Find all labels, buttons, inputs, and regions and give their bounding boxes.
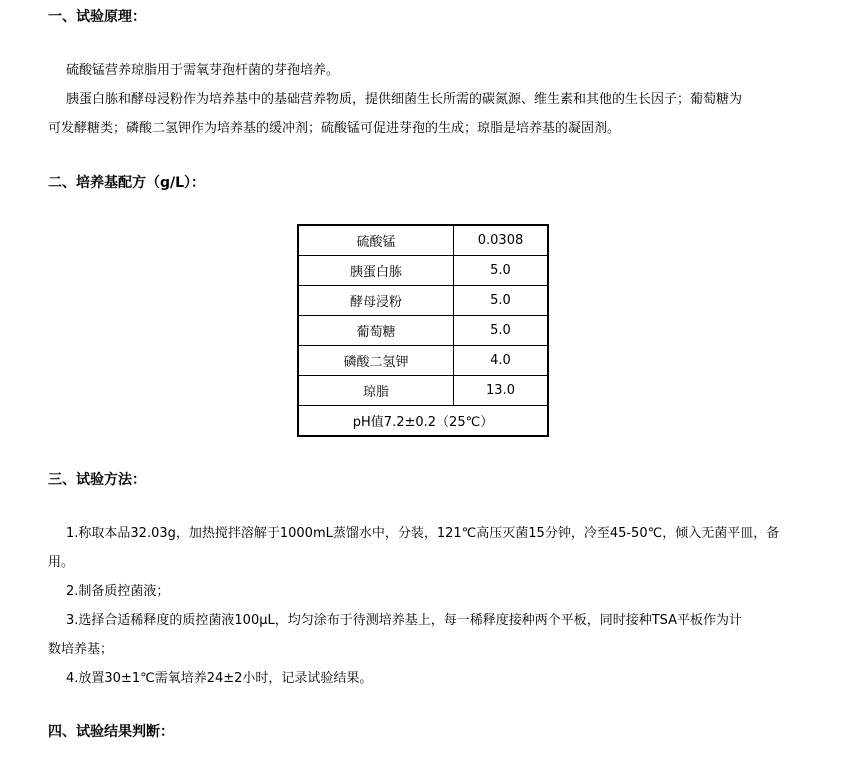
method-paragraph — [48, 519, 808, 693]
text-line: 可发酵糖类；磷酸二氢钾作为培养基的缓冲剂；硫酸锰可促进芽孢的生成；琼脂是培养基的凝固剂。 — [48, 121, 621, 136]
table-row — [298, 346, 548, 376]
ingredient-name: 硫酸锰 — [298, 225, 454, 256]
ingredient-name: 葡萄糖 — [298, 316, 454, 346]
table-row — [298, 316, 548, 346]
ingredient-amount: 0.0308 — [454, 225, 549, 256]
ingredient-amount: 5.0 — [454, 256, 549, 286]
step-line: 1.称取本品32.03g，加热搅拌溶解于1000mL蒸馏水中，分装，121℃高压灭菌15分钟，冷至45-50℃，倾入无菌平皿，备 — [66, 526, 780, 541]
step-line: 2.制备质控菌液； — [66, 584, 170, 599]
ingredient-name: 磷酸二氢钾 — [298, 346, 454, 376]
step-line: 4.放置30±1℃需氧培养24±2小时，记录试验结果。 — [66, 671, 373, 686]
section-heading-result: 四、试验结果判断： — [48, 724, 174, 740]
section-heading-formula: 二、培养基配方（g/L）： — [48, 175, 206, 191]
step-line: 3.选择合适稀释度的质控菌液100μL，均匀涂布于待测培养基上，每一稀释度接种两个平板，同时接种TSA平板作为计 — [66, 613, 743, 628]
ingredient-name: 琼脂 — [298, 376, 454, 406]
ph-value: pH值7.2±0.2（25℃） — [298, 406, 548, 437]
ingredient-name: 酵母浸粉 — [298, 286, 454, 316]
text-line: 硫酸锰营养琼脂用于需氧芽孢杆菌的芽孢培养。 — [66, 63, 340, 78]
formula-table — [297, 224, 549, 437]
ingredient-amount: 13.0 — [454, 376, 549, 406]
ingredient-amount: 5.0 — [454, 316, 549, 346]
table-row — [298, 286, 548, 316]
step-line: 数培养基； — [48, 642, 114, 657]
section-heading-principle: 一、试验原理： — [48, 9, 146, 25]
ingredient-amount: 5.0 — [454, 286, 549, 316]
ingredient-amount: 4.0 — [454, 346, 549, 376]
principle-paragraph — [48, 56, 808, 143]
step-line: 用。 — [48, 555, 75, 570]
text-line: 胰蛋白胨和酵母浸粉作为培养基中的基础营养物质，提供细菌生长所需的碳氮源、维生素和其他的生长因子；葡萄糖为 — [66, 92, 743, 107]
table-footer-row — [298, 406, 548, 437]
table-row — [298, 376, 548, 406]
table-row — [298, 256, 548, 286]
ingredient-name: 胰蛋白胨 — [298, 256, 454, 286]
table-row — [298, 225, 548, 256]
section-heading-method: 三、试验方法： — [48, 472, 146, 488]
